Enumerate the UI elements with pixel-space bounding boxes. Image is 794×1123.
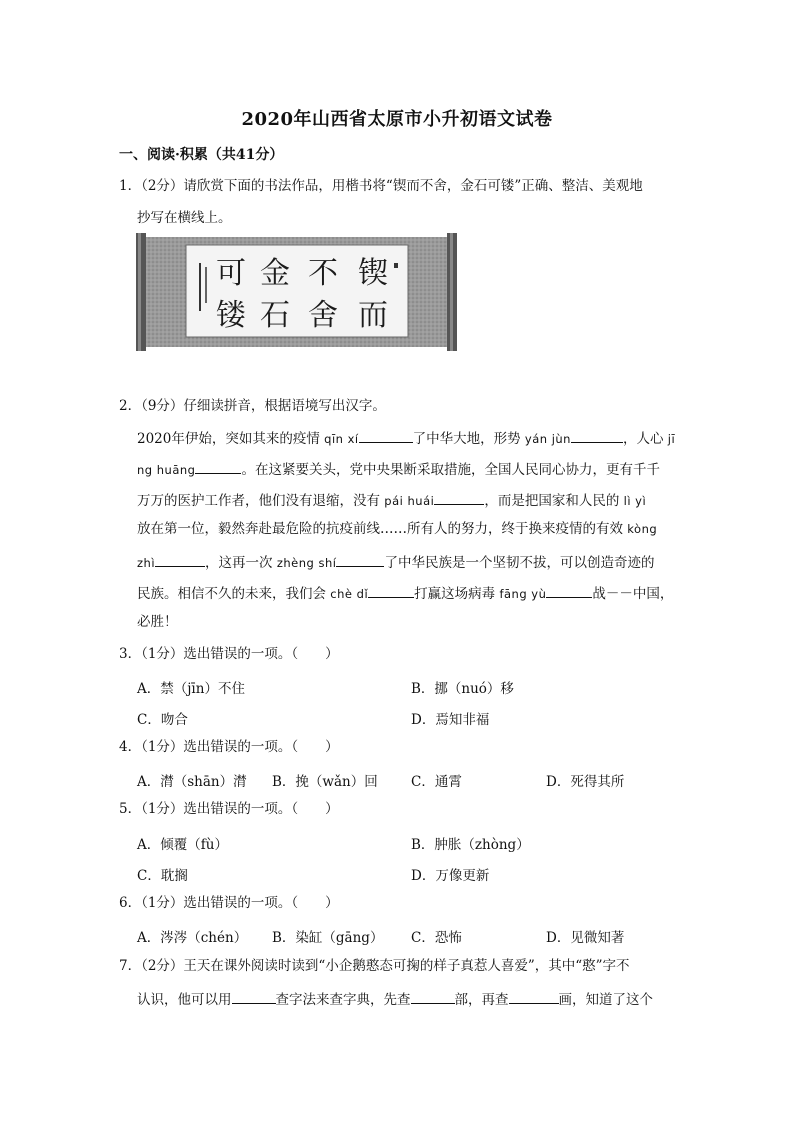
q1-line2: 抄写在横线上。 xyxy=(137,210,232,226)
q5-option-b[interactable]: B．肿胀（zhòng） xyxy=(411,837,530,853)
q4-option-a[interactable]: A．潸（shān）潸 xyxy=(137,774,247,790)
pinyin: lì yì xyxy=(623,494,647,508)
answer-blank[interactable] xyxy=(232,989,276,1004)
page-title: 2020年山西省太原市小升初语文试卷 xyxy=(241,109,553,130)
q6-option-a[interactable]: A．涔涔（chén） xyxy=(137,930,248,946)
answer-blank[interactable] xyxy=(155,552,205,567)
q6-option-c[interactable]: C．恐怖 xyxy=(411,930,462,946)
section-heading: 一、阅读·积累（共41分） xyxy=(119,147,284,163)
answer-blank[interactable] xyxy=(368,583,414,598)
calligraphy-char: 而 xyxy=(358,298,388,333)
q3-option-d[interactable]: D．焉知非福 xyxy=(411,712,490,728)
calligraphy-char: 镂 xyxy=(216,298,246,333)
q5-option-d[interactable]: D．万像更新 xyxy=(411,868,490,884)
q4-stem: 4．（1分）选出错误的一项。（ ） xyxy=(119,739,339,755)
q6-option-d[interactable]: D．见微知著 xyxy=(546,930,625,946)
answer-blank[interactable] xyxy=(336,552,384,567)
q3-option-a[interactable]: A．禁（jīn）不住 xyxy=(137,681,245,697)
answer-blank[interactable] xyxy=(195,459,241,474)
q3-option-b[interactable]: B．挪（nuó）移 xyxy=(411,681,514,697)
answer-blank[interactable] xyxy=(509,989,559,1004)
pinyin: jī xyxy=(667,432,676,446)
q4-option-c[interactable]: C．通霄 xyxy=(411,774,462,790)
answer-blank[interactable] xyxy=(571,428,623,443)
q2-line7: 必胜！ xyxy=(137,614,178,630)
q2-line3: 万万的医护工作者，他们没有退缩，没有 pái huái ，而是把国家和人民的 lì yì xyxy=(137,490,646,509)
q2-line4: 放在第一位，毅然奔赴最危险的抗疫前线……所有人的努力，终于换来疫情的有效 kòng xyxy=(137,521,658,537)
answer-blank[interactable] xyxy=(434,490,484,505)
pinyin: qīn xí xyxy=(324,432,359,446)
pinyin: yán jùn xyxy=(524,432,571,446)
q2-stem: 2．（9分）仔细读拼音，根据语境写出汉字。 xyxy=(119,398,386,414)
q7-line1: 7．（2分）王天在课外阅读时读到“小企鹅憨态可掬的样子真惹人喜爱”，其中“憨”字不 xyxy=(119,958,630,974)
q4-option-d[interactable]: D．死得其所 xyxy=(546,774,625,790)
calligraphy-char: 金 xyxy=(260,256,290,291)
calligraphy-char: 锲 xyxy=(358,256,388,291)
answer-blank[interactable] xyxy=(359,428,413,443)
pinyin: chè dǐ xyxy=(330,587,369,601)
q2-line6: 民族。相信不久的未来，我们会 chè dǐ 打赢这场病毒 fāng yù 战－－中国， xyxy=(137,583,673,602)
pinyin: zhèng shí xyxy=(276,556,337,570)
q4-option-b[interactable]: B．挽（wǎn）回 xyxy=(272,774,378,790)
q3-option-c[interactable]: C．吻合 xyxy=(137,712,188,728)
pinyin: pái huái xyxy=(384,494,435,508)
q7-line2: 认识，他可以用 查字法来查字典，先查 部，再查 画，知道了这个 xyxy=(137,989,653,1008)
q5-option-a[interactable]: A．倾覆（fù） xyxy=(137,837,228,853)
q2-line1: 2020年伊始，突如其来的疫情 qīn xí 了中华大地，形势 yán jùn ，人心 jī xyxy=(137,428,675,447)
pinyin: fāng yù xyxy=(499,587,547,601)
q3-stem: 3．（1分）选出错误的一项。（ ） xyxy=(119,646,339,662)
calligraphy-char: 可 xyxy=(216,256,246,291)
pinyin: ng huāng xyxy=(137,463,196,477)
calligraphy-char: 石 xyxy=(260,298,290,333)
q5-stem: 5．（1分）选出错误的一项。（ ） xyxy=(119,801,339,817)
q2-line5: zhì ，这再一次 zhèng shí 了中华民族是一个坚韧不拔，可以创造奇迹的 xyxy=(137,552,654,571)
pinyin: zhì xyxy=(137,556,156,570)
calligraphy-scroll-image xyxy=(136,233,457,351)
q2-line2: ng huāng 。在这紧要关头，党中央果断采取措施，全国人民同心协力，更有千千 xyxy=(137,459,660,478)
answer-blank[interactable] xyxy=(546,583,592,598)
q5-option-c[interactable]: C．耽搁 xyxy=(137,868,188,884)
q1-line1: 1．（2分）请欣赏下面的书法作品，用楷书将“锲而不舍，金石可镂”正确、整洁、美观地 xyxy=(119,178,643,194)
q6-stem: 6．（1分）选出错误的一项。（ ） xyxy=(119,895,339,911)
pinyin: kòng xyxy=(627,522,658,536)
answer-blank[interactable] xyxy=(411,989,455,1004)
q6-option-b[interactable]: B．染缸（gāng） xyxy=(272,930,384,946)
calligraphy-char: 不 xyxy=(308,256,338,291)
calligraphy-char: 舍 xyxy=(308,298,338,333)
